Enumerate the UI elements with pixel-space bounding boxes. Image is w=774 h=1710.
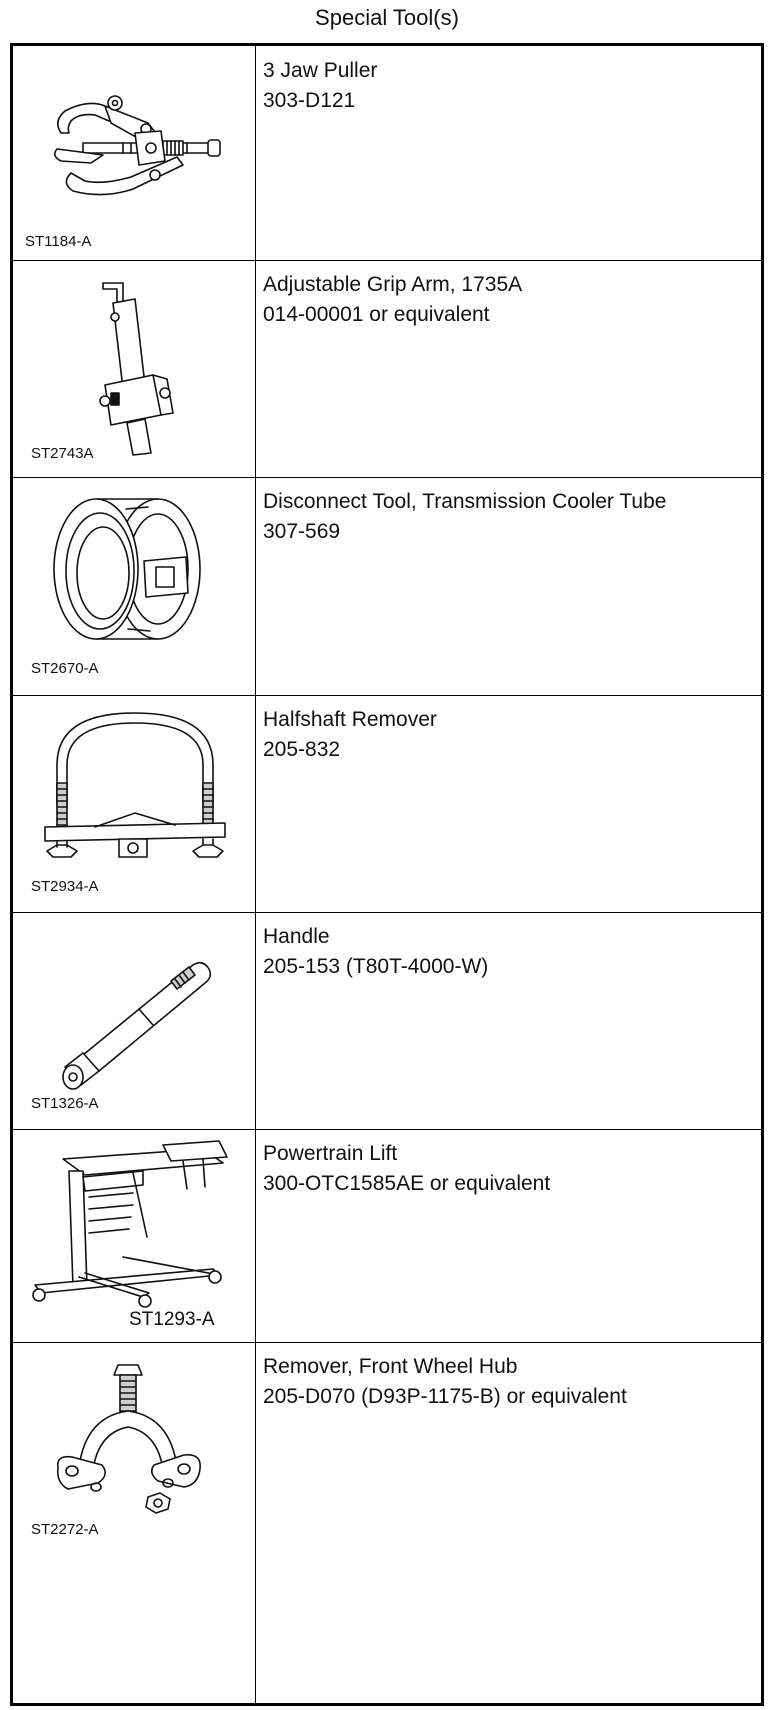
three-jaw-puller-icon [43, 91, 223, 201]
tool-part-number: 303-D121 [263, 89, 356, 112]
tool-description [256, 46, 761, 260]
tool-part-number: 205-153 (T80T-4000-W) [263, 955, 489, 978]
table-row [13, 1342, 761, 1703]
tool-name: Adjustable Grip Arm, 1735A [263, 273, 523, 296]
tool-image-cell [13, 1129, 256, 1342]
tool-description [256, 260, 761, 477]
tool-part-number: 205-D070 (D93P-1175-B) or equivalent [263, 1385, 627, 1408]
table-row [13, 260, 761, 478]
tool-image-cell [13, 912, 256, 1129]
tool-part-number: 205-832 [263, 738, 341, 761]
tool-figure-code: ST1326-A [31, 1095, 99, 1112]
tool-description [256, 1129, 761, 1342]
tool-image-cell [13, 46, 256, 260]
powertrain-lift-icon [23, 1137, 251, 1307]
tool-part-number: 300-OTC1585AE or equivalent [263, 1172, 551, 1195]
disconnect-tool-icon [48, 489, 223, 659]
tool-part-number: 307-569 [263, 520, 341, 543]
tool-description [256, 1342, 761, 1703]
grip-arm-icon [83, 275, 193, 455]
tool-image-cell [13, 477, 256, 695]
tool-name: Disconnect Tool, Transmission Cooler Tube [263, 490, 667, 513]
tool-name: Powertrain Lift [263, 1142, 398, 1165]
halfshaft-remover-icon [35, 705, 235, 875]
table-row [13, 477, 761, 696]
tool-description [256, 912, 761, 1129]
tool-name: Halfshaft Remover [263, 708, 437, 731]
tool-image-cell [13, 695, 256, 912]
tool-name: Handle [263, 925, 330, 948]
tool-figure-code: ST2743A [31, 445, 94, 462]
tool-name: 3 Jaw Puller [263, 59, 378, 82]
tool-description [256, 477, 761, 695]
tool-figure-code: ST2670-A [31, 660, 99, 677]
tool-figure-code: ST1293-A [129, 1309, 215, 1330]
table-row [13, 912, 761, 1130]
tool-description [256, 695, 761, 912]
table-row [13, 695, 761, 913]
tool-image-cell [13, 260, 256, 477]
special-tools-table [10, 43, 764, 1706]
table-row [13, 46, 761, 261]
table-row [13, 1129, 761, 1343]
handle-icon [43, 937, 223, 1097]
page-title: Special Tool(s) [315, 5, 459, 30]
tool-part-number: 014-00001 or equivalent [263, 303, 490, 326]
tool-figure-code: ST2934-A [31, 878, 99, 895]
tool-figure-code: ST2272-A [31, 1521, 99, 1538]
tool-image-cell [13, 1342, 256, 1703]
tool-name: Remover, Front Wheel Hub [263, 1355, 518, 1378]
wheel-hub-remover-icon [48, 1357, 218, 1522]
tool-figure-code: ST1184-A [25, 233, 92, 250]
